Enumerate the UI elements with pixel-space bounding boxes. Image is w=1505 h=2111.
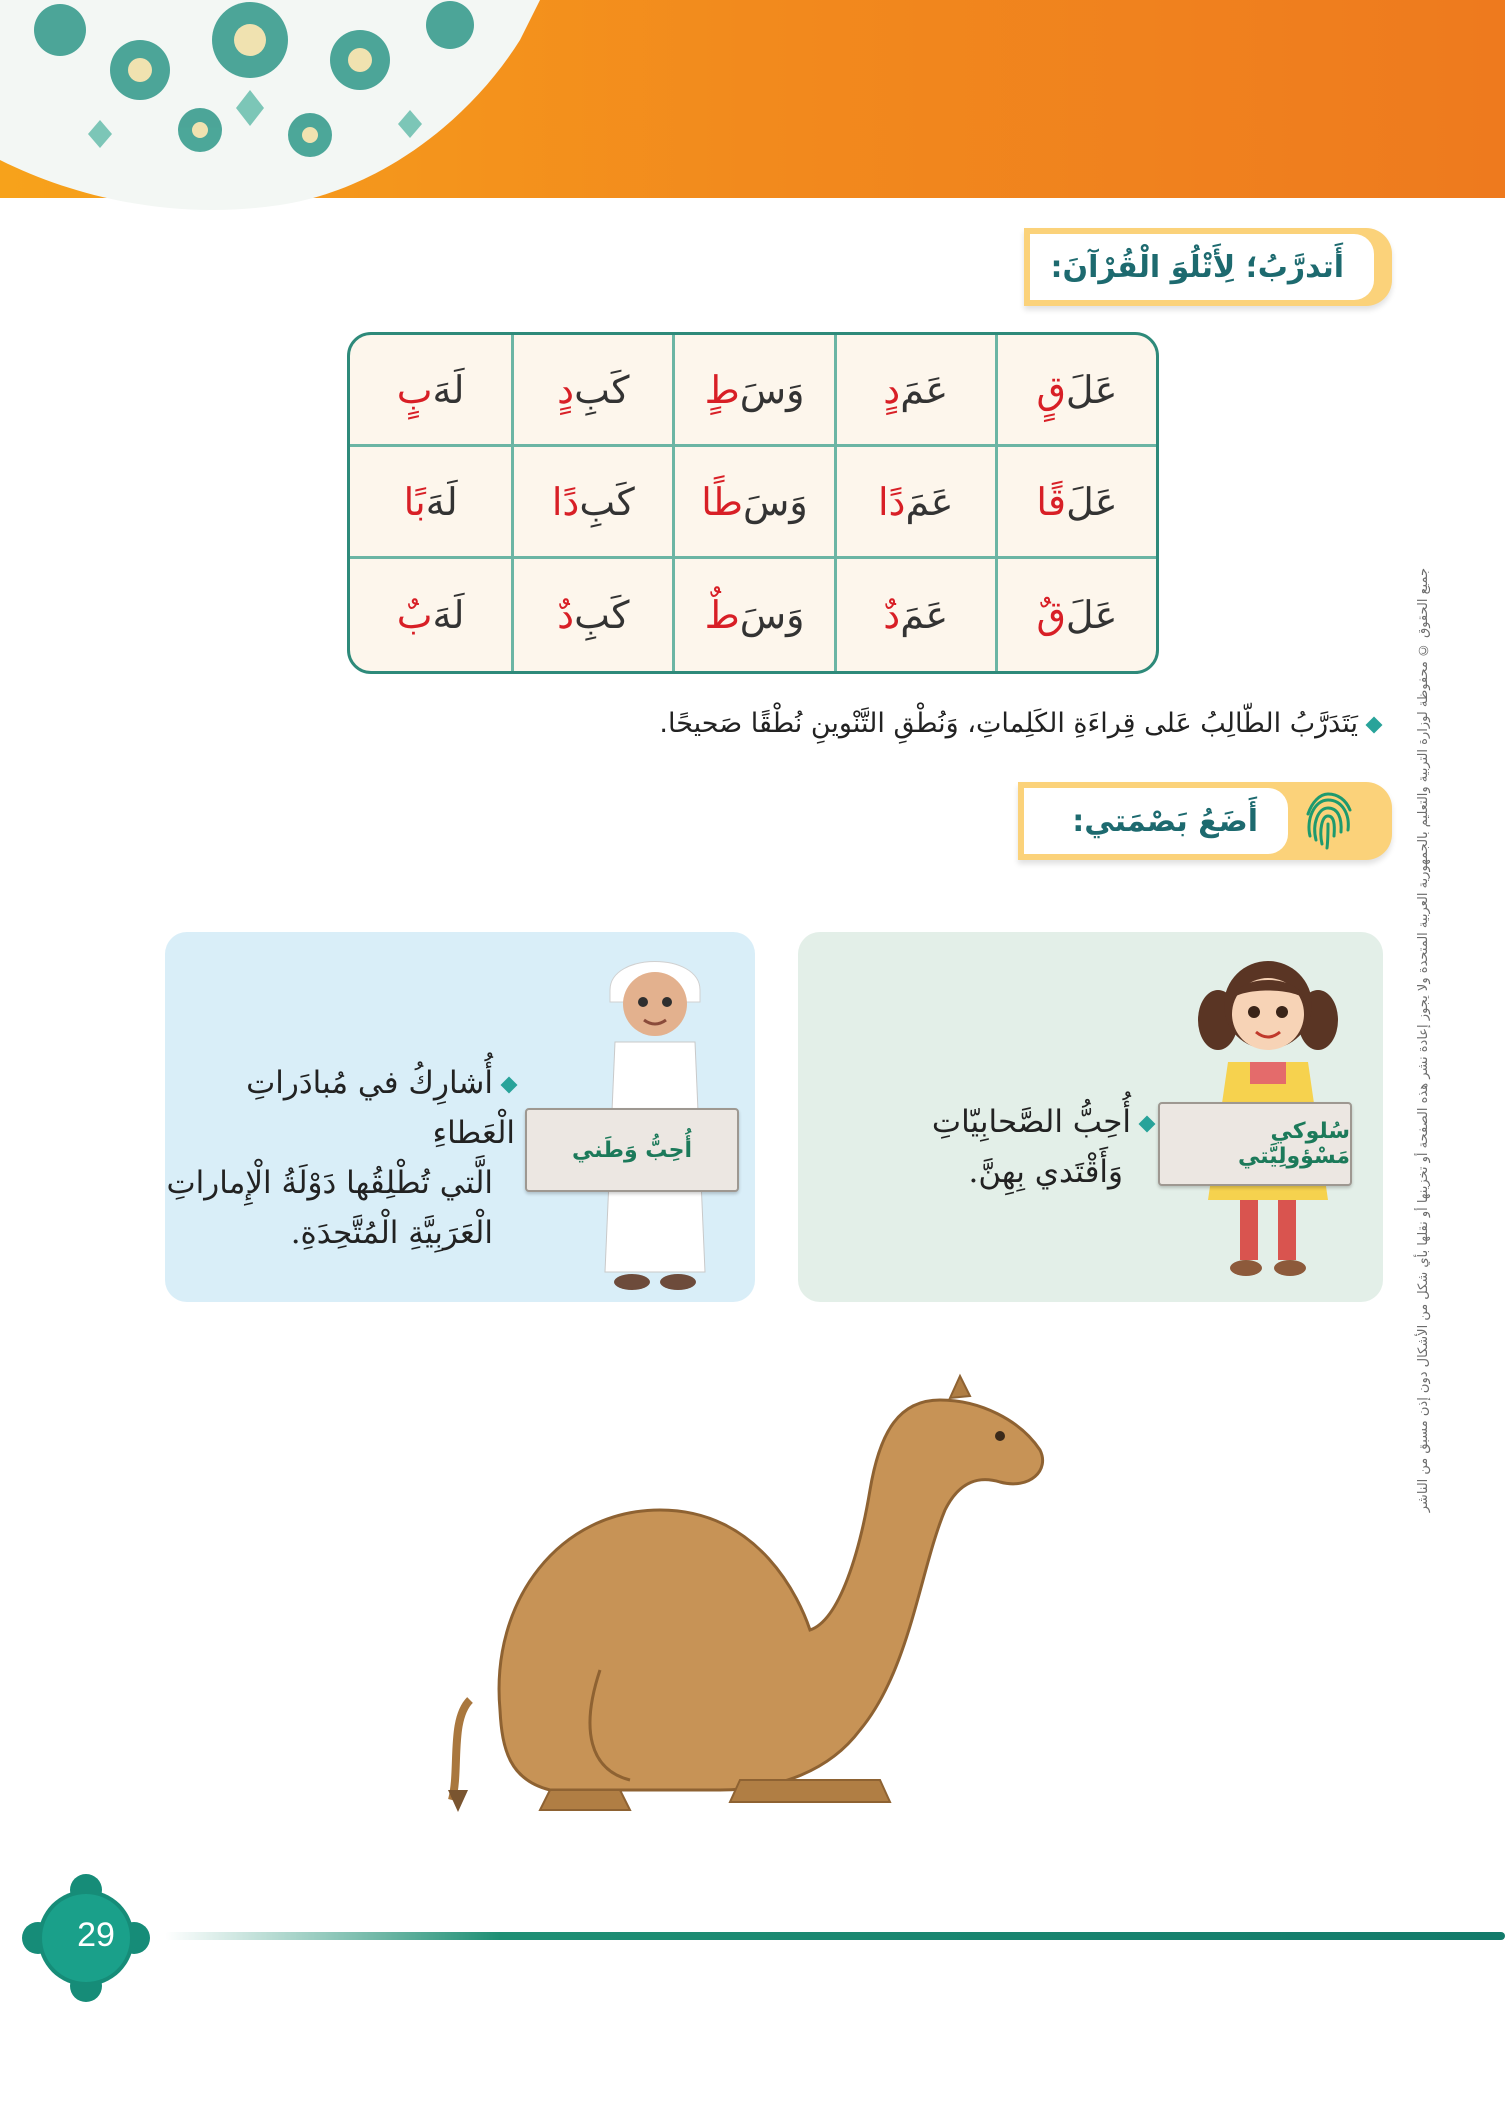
word-grid-table [347, 332, 1159, 674]
word-base: لَهَ [432, 593, 465, 637]
word-base: عَلَ [1065, 593, 1118, 637]
word-base: عَمَ [905, 479, 954, 524]
copyright-side-note: جميع الحقوق © محفوظة لوزارة التربية والتعليم بالجمهورية العربية المتحدة ولا يجوز إعادة نشر هذه الصفحة أو تخزينها أو نقلها بأي شكل من الأشكال دون إذن مسبق من الناشر [1415, 567, 1431, 1513]
word-tanween-ending: دًا [551, 479, 580, 524]
word-base: وَسَ [739, 367, 805, 412]
sign-love-homeland: أُحِبُّ وَطَني [525, 1108, 739, 1192]
grid-word-cell [834, 335, 995, 447]
word-tanween-ending: طًا [701, 479, 744, 524]
word-tanween-ending: دٍ [883, 367, 901, 412]
grid-word-cell [672, 447, 833, 559]
camel-illustration [440, 1370, 1060, 1830]
page-number: 29 [77, 1916, 115, 1954]
section-title-practice-text: أَتدرَّبُ؛ لِأَتْلُوَ الْقُرْآنَ: [1050, 249, 1344, 285]
word-tanween-ending: دٌ [883, 593, 901, 637]
grid-word-cell [672, 559, 833, 671]
grid-word-cell [995, 447, 1156, 559]
word-base: وَسَ [743, 479, 808, 524]
word-tanween-ending: بٍ [396, 367, 433, 412]
grid-word-cell [672, 335, 833, 447]
card-homeland-text: أُشارِكُ في مُبادَراتِ الْعَطاءِ الَّتي تُطْلِقُها دَوْلَةُ الْإِماراتِ الْعَرَبِيَّةِ الْمُتَّحِدَةِ. [155, 1058, 515, 1258]
word-tanween-ending: دٌ [557, 593, 575, 637]
card-homeland [165, 932, 755, 1302]
section-title-my-mark-text: أَضَعُ بَصْمَتي: [1072, 803, 1258, 839]
grid-word-cell [834, 447, 995, 559]
bullet-icon [1366, 716, 1383, 733]
word-tanween-ending: قٌ [1036, 593, 1066, 637]
word-tanween-ending: دٍ [557, 367, 575, 412]
word-base: وَسَ [739, 593, 805, 637]
word-tanween-ending: طٌ [704, 593, 740, 637]
word-tanween-ending: طٍ [704, 367, 740, 412]
sign-responsibility: سُلوكي مَسْؤولِيَّتي [1158, 1102, 1352, 1186]
word-base: عَمَ [900, 593, 949, 637]
word-tanween-ending: قٍ [1036, 367, 1066, 412]
word-base: كَبِ [579, 479, 635, 524]
grid-word-cell [834, 559, 995, 671]
grid-word-cell [350, 335, 511, 447]
word-base: كَبِ [574, 367, 630, 412]
grid-word-cell [511, 335, 672, 447]
word-tanween-ending: دًا [877, 479, 906, 524]
grid-word-cell [350, 447, 511, 559]
word-base: لَهَ [425, 479, 458, 524]
section-title-practice [1024, 228, 1392, 306]
word-base: عَلَ [1066, 479, 1118, 524]
word-tanween-ending: قًا [1036, 479, 1067, 524]
grid-word-cell [995, 559, 1156, 671]
card-responsibility-text: أُحِبُّ الصَّحابِيّاتِ وَأَقْتَدي بِهِنَّ. [823, 1097, 1153, 1197]
grid-word-cell [995, 335, 1156, 447]
grid-word-cell [511, 559, 672, 671]
word-tanween-ending: بٌ [396, 593, 433, 637]
footer-line [165, 1932, 1505, 1940]
bullet-icon [1139, 1115, 1156, 1132]
card-responsibility [798, 932, 1383, 1302]
grid-word-cell [350, 559, 511, 671]
word-tanween-ending: بًا [403, 479, 426, 524]
fingerprint-icon [1300, 790, 1356, 854]
word-base: كَبِ [574, 593, 630, 637]
word-base: عَمَ [900, 367, 949, 412]
bullet-icon [501, 1076, 518, 1093]
islamic-ornament-decoration [0, 0, 540, 220]
word-base: لَهَ [432, 367, 465, 412]
instruction-text: يَتَدَرَّبُ الطّالِبُ عَلى قِراءَةِ الكَلِماتِ، وَنُطْقِ التَّنْوينِ نُطْقًا صَحيحًا. [580, 708, 1380, 739]
grid-word-cell [511, 447, 672, 559]
word-base: عَلَ [1065, 367, 1118, 412]
